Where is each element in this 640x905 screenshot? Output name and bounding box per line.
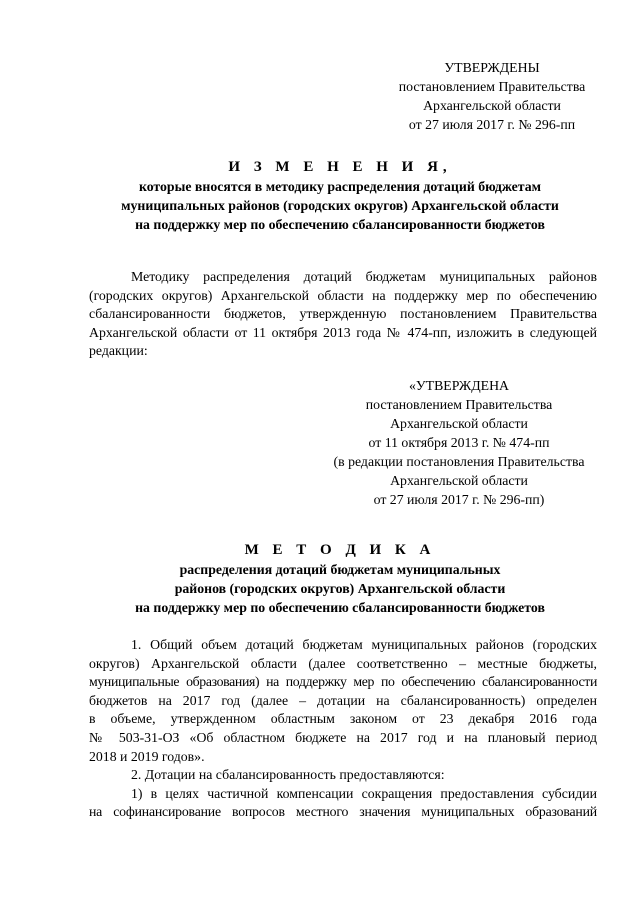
changes-heading — [80, 158, 600, 234]
text-line: сбалансированности бюджетов, утвержденную постановлением Правительства — [89, 306, 597, 322]
text-line: Архангельской области от 11 октября 2013 года № 474-пп, изложить в следующей — [89, 324, 597, 340]
methodology-stamp-line: (в редакции постановления Правительства — [333, 454, 585, 469]
text-line: муниципальные образования) на поддержку мер по обеспечению сбалансированности — [89, 674, 597, 690]
text-line: (городских округов) Архангельской области на поддержку мер по обеспечению — [89, 287, 597, 303]
methodology-stamp — [304, 376, 614, 509]
approval-stamp-line: от 27 июля 2017 г. № 296-пп — [408, 117, 576, 132]
changes-subtitle-line: муниципальных районов (городских округов) Архангельской области — [121, 198, 559, 213]
approval-stamp-title: УТВЕРЖДЕНЫ — [444, 60, 540, 75]
text-line: Методику распределения дотаций бюджетам муниципальных районов — [131, 269, 597, 284]
text-line: 1) в целях частичной компенсации сокращения предоставления субсидии — [131, 785, 597, 801]
text-line: на софинансирование вопросов местного значения муниципальных образований — [89, 804, 597, 820]
changes-subtitle-line: на поддержку мер по обеспечению сбалансированности бюджетов — [135, 217, 545, 232]
text-line: округов) Архангельской области (далее соответственно – местные бюджеты, — [89, 655, 597, 671]
text-line: 2. Дотации на сбалансированность предоставляются: — [131, 767, 445, 783]
text-line: в объеме, утвержденном областным законом от 23 декабря 2016 года — [89, 711, 597, 727]
approval-stamp-line: Архангельской области — [423, 98, 561, 113]
changes-subtitle-line: которые вносятся в методику распределения дотаций бюджетам — [138, 179, 542, 194]
body-paragraphs — [89, 636, 597, 822]
methodology-subtitle-line: распределения дотаций бюджетам муниципальных — [179, 562, 501, 577]
text-line: 1. Общий объем дотаций бюджетам муниципальных районов (городских — [131, 637, 597, 652]
text-line: № 503-31-ОЗ «Об областном бюджете на 2017 год и на плановый период — [89, 729, 597, 745]
methodology-stamp-title: «УТВЕРЖДЕНА — [408, 378, 510, 393]
methodology-stamp-line: постановлением Правительства — [365, 397, 553, 412]
methodology-stamp-line: от 11 октября 2013 г. № 474-пп — [368, 435, 550, 450]
methodology-stamp-line: Архангельской области — [390, 473, 528, 488]
methodology-heading — [80, 541, 600, 617]
approval-stamp-line: постановлением Правительства — [398, 79, 586, 94]
methodology-stamp-line: от 27 июля 2017 г. № 296-пп) — [373, 492, 545, 507]
approval-stamp — [372, 58, 612, 134]
methodology-stamp-line: Архангельской области — [390, 416, 528, 431]
text-line: бюджетов на 2017 год (далее – дотации на сбалансированность) определен — [89, 692, 597, 708]
intro-paragraph — [89, 268, 597, 361]
changes-title: И З М Е Н Е Н И Я, — [228, 159, 452, 175]
text-line: 2018 и 2019 годов». — [89, 748, 205, 764]
methodology-title: М Е Т О Д И К А — [244, 542, 436, 558]
methodology-subtitle-line: на поддержку мер по обеспечению сбалансированности бюджетов — [135, 600, 545, 615]
text-line: редакции: — [89, 343, 148, 359]
methodology-subtitle-line: районов (городских округов) Архангельской области — [174, 581, 506, 596]
